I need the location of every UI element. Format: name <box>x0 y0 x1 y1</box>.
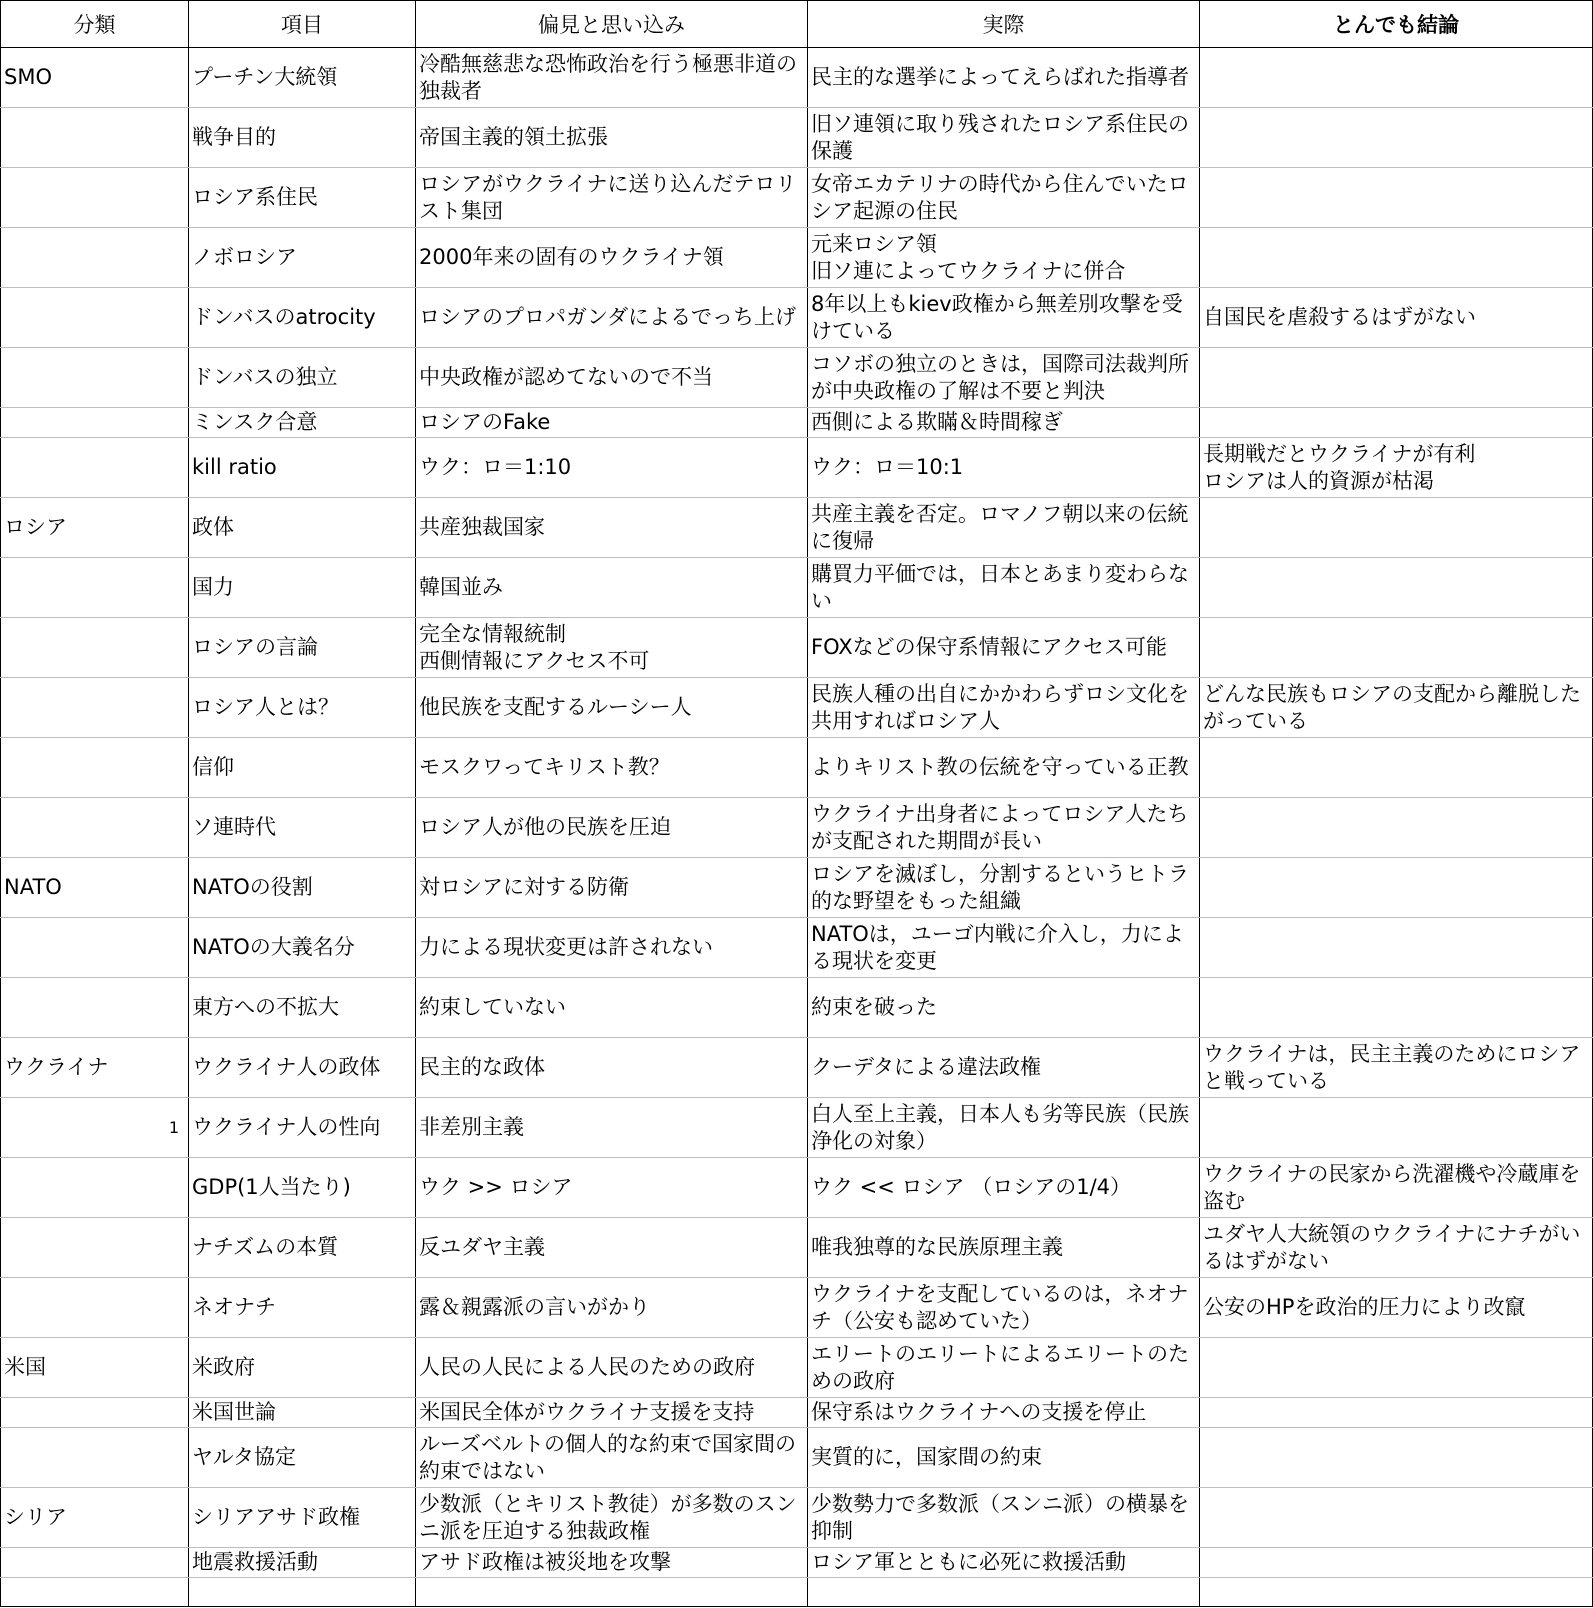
item-cell[interactable]: 東方への不拡大 <box>189 978 416 1038</box>
item-cell[interactable]: プーチン大統領 <box>189 48 416 108</box>
cell-number: 1 <box>168 1117 179 1137</box>
table-row <box>1 1398 1593 1428</box>
item-cell[interactable]: 地震救援活動 <box>189 1548 416 1578</box>
fact-cell[interactable]: 少数勢力で多数派（スンニ派）の横暴を抑制 <box>808 1488 1200 1548</box>
table-row <box>1 408 1593 438</box>
conclusion-cell[interactable] <box>1200 618 1593 678</box>
item-cell[interactable]: シリアアサド政権 <box>189 1488 416 1548</box>
conclusion-cell[interactable]: 長期戦だとウクライナが有利 ロシアは人的資源が枯渇 <box>1200 438 1593 498</box>
bias-cell[interactable]: 帝国主義的領土拡張 <box>416 108 808 168</box>
item-cell[interactable]: ウクライナ人の性向 <box>189 1098 416 1158</box>
item-cell[interactable]: 米政府 <box>189 1338 416 1398</box>
conclusion-cell[interactable] <box>1200 978 1593 1038</box>
category-cell[interactable] <box>1 1398 189 1428</box>
table-row <box>1 1488 1593 1548</box>
category-cell[interactable] <box>1 1218 189 1278</box>
fact-cell[interactable]: ウク << ロシア （ロシアの1/4） <box>808 1158 1200 1218</box>
category-cell[interactable]: NATO <box>1 858 189 918</box>
category-cell[interactable] <box>1 738 189 798</box>
empty-cell[interactable] <box>416 1578 808 1607</box>
conclusion-cell[interactable]: 自国民を虐殺するはずがない <box>1200 288 1593 348</box>
fact-cell[interactable]: ウクライナを支配しているのは，ネオナチ（公安も認めていた） <box>808 1278 1200 1338</box>
bias-cell[interactable]: アサド政権は被災地を攻撃 <box>416 1548 808 1578</box>
item-cell[interactable]: ドンバスの独立 <box>189 348 416 408</box>
category-cell[interactable] <box>1 558 189 618</box>
bias-cell[interactable]: 反ユダヤ主義 <box>416 1218 808 1278</box>
category-cell[interactable] <box>1 288 189 348</box>
fact-cell[interactable]: 白人至上主義，日本人も劣等民族（民族浄化の対象） <box>808 1098 1200 1158</box>
category-cell-wrap <box>4 1114 185 1141</box>
item-cell[interactable]: 戦争目的 <box>189 108 416 168</box>
bias-cell[interactable]: ルーズベルトの個人的な約束で国家間の約束ではない <box>416 1428 808 1488</box>
item-cell[interactable]: ドンバスのatrocity <box>189 288 416 348</box>
fact-cell[interactable]: 民族人種の出自にかかわらずロシ文化を共用すればロシア人 <box>808 678 1200 738</box>
fact-cell[interactable]: ウク：ロ＝10:1 <box>808 438 1200 498</box>
conclusion-cell[interactable] <box>1200 228 1593 288</box>
table-row <box>1 228 1593 288</box>
table-row <box>1 48 1593 108</box>
item-cell[interactable]: ノボロシア <box>189 228 416 288</box>
category-cell[interactable] <box>1 798 189 858</box>
bias-cell[interactable]: 韓国並み <box>416 558 808 618</box>
bias-cell[interactable]: モスクワってキリスト教？ <box>416 738 808 798</box>
bias-cell[interactable]: 他民族を支配するルーシー人 <box>416 678 808 738</box>
bias-cell[interactable]: 冷酷無慈悲な恐怖政治を行う極悪非道の独裁者 <box>416 48 808 108</box>
table-row <box>1 738 1593 798</box>
fact-cell[interactable]: 8年以上もkiev政権から無差別攻撃を受けている <box>808 288 1200 348</box>
fact-cell[interactable]: よりキリスト教の伝統を守っている正教 <box>808 738 1200 798</box>
fact-cell[interactable]: ウクライナ出身者によってロシア人たちが支配された期間が長い <box>808 798 1200 858</box>
table-body <box>1 48 1593 1607</box>
table-row <box>1 438 1593 498</box>
conclusion-cell[interactable] <box>1200 498 1593 558</box>
conclusion-cell[interactable]: ユダヤ人大統領のウクライナにナチがいるはずがない <box>1200 1218 1593 1278</box>
category-cell[interactable] <box>1 1098 189 1158</box>
table-row <box>1 678 1593 738</box>
category-cell[interactable] <box>1 1428 189 1488</box>
bias-cell[interactable]: 人民の人民による人民のための政府 <box>416 1338 808 1398</box>
header-conclusion[interactable]: とんでも結論 <box>1200 1 1593 48</box>
item-cell[interactable]: kill ratio <box>189 438 416 498</box>
conclusion-cell[interactable] <box>1200 108 1593 168</box>
bias-cell[interactable]: 露＆親露派の言いがかり <box>416 1278 808 1338</box>
category-cell[interactable] <box>1 228 189 288</box>
fact-cell[interactable]: 実質的に，国家間の約束 <box>808 1428 1200 1488</box>
fact-cell[interactable]: 購買力平価では，日本とあまり変わらない <box>808 558 1200 618</box>
conclusion-cell[interactable] <box>1200 168 1593 228</box>
table-row <box>1 858 1593 918</box>
table-row <box>1 1098 1593 1158</box>
fact-cell[interactable]: 西側による欺瞞＆時間稼ぎ <box>808 408 1200 438</box>
bias-cell[interactable]: 対ロシアに対する防衛 <box>416 858 808 918</box>
conclusion-cell[interactable]: どんな民族もロシアの支配から離脱したがっている <box>1200 678 1593 738</box>
conclusion-cell[interactable] <box>1200 1398 1593 1428</box>
bias-cell[interactable]: 力による現状変更は許されない <box>416 918 808 978</box>
item-cell[interactable]: 国力 <box>189 558 416 618</box>
category-cell[interactable] <box>1 408 189 438</box>
bias-cell[interactable]: ロシアのFake <box>416 408 808 438</box>
table-row <box>1 1548 1593 1578</box>
table-row <box>1 1338 1593 1398</box>
category-cell[interactable] <box>1 348 189 408</box>
fact-cell[interactable]: コソボの独立のときは，国際司法裁判所が中央政権の了解は不要と判決 <box>808 348 1200 408</box>
table-row <box>1 558 1593 618</box>
table-row <box>1 498 1593 558</box>
item-cell[interactable]: ネオナチ <box>189 1278 416 1338</box>
table-row <box>1 618 1593 678</box>
table-row <box>1 1038 1593 1098</box>
fact-cell[interactable]: 旧ソ連領に取り残されたロシア系住民の保護 <box>808 108 1200 168</box>
category-cell[interactable] <box>1 438 189 498</box>
header-item[interactable]: 項目 <box>189 1 416 48</box>
table-row <box>1 1158 1593 1218</box>
conclusion-cell[interactable] <box>1200 558 1593 618</box>
bias-cell[interactable]: 約束していない <box>416 978 808 1038</box>
table-row <box>1 108 1593 168</box>
category-cell[interactable] <box>1 168 189 228</box>
fact-cell[interactable]: FOXなどの保守系情報にアクセス可能 <box>808 618 1200 678</box>
fact-cell[interactable]: ロシア軍とともに必死に救援活動 <box>808 1548 1200 1578</box>
item-cell[interactable]: ヤルタ協定 <box>189 1428 416 1488</box>
table-row <box>1 348 1593 408</box>
conclusion-cell[interactable] <box>1200 1428 1593 1488</box>
table-row <box>1 918 1593 978</box>
item-cell[interactable]: 信仰 <box>189 738 416 798</box>
bias-cell[interactable]: 完全な情報統制 西側情報にアクセス不可 <box>416 618 808 678</box>
header-row <box>1 1 1593 48</box>
category-cell[interactable] <box>1 678 189 738</box>
empty-cell[interactable] <box>1200 1578 1593 1607</box>
empty-cell[interactable] <box>189 1578 416 1607</box>
bias-cell[interactable]: 2000年来の固有のウクライナ領 <box>416 228 808 288</box>
fact-cell[interactable]: 民主的な選挙によってえらばれた指導者 <box>808 48 1200 108</box>
conclusion-cell[interactable] <box>1200 798 1593 858</box>
fact-cell[interactable]: ロシアを滅ぼし，分割するというヒトラ的な野望をもった組織 <box>808 858 1200 918</box>
conclusion-cell[interactable]: ウクライナの民家から洗濯機や冷蔵庫を盗む <box>1200 1158 1593 1218</box>
item-cell[interactable]: ウクライナ人の政体 <box>189 1038 416 1098</box>
table-row <box>1 798 1593 858</box>
conclusion-cell[interactable] <box>1200 348 1593 408</box>
category-cell[interactable] <box>1 1158 189 1218</box>
category-cell[interactable]: SMO <box>1 48 189 108</box>
item-cell[interactable]: NATOの大義名分 <box>189 918 416 978</box>
conclusion-cell[interactable] <box>1200 408 1593 438</box>
category-cell[interactable] <box>1 918 189 978</box>
conclusion-cell[interactable]: ウクライナは，民主主義のためにロシアと戦っている <box>1200 1038 1593 1098</box>
bias-cell[interactable]: ロシアがウクライナに送り込んだテロリスト集団 <box>416 168 808 228</box>
table-row <box>1 1218 1593 1278</box>
table-row <box>1 1428 1593 1488</box>
fact-cell[interactable]: 共産主義を否定。ロマノフ朝以来の伝統に復帰 <box>808 498 1200 558</box>
fact-cell[interactable]: 元来ロシア領 旧ソ連によってウクライナに併合 <box>808 228 1200 288</box>
item-cell[interactable]: ミンスク合意 <box>189 408 416 438</box>
bias-cell[interactable]: 共産独裁国家 <box>416 498 808 558</box>
table-row <box>1 168 1593 228</box>
fact-cell[interactable]: クーデタによる違法政権 <box>808 1038 1200 1098</box>
fact-cell[interactable]: 約束を破った <box>808 978 1200 1038</box>
table-row <box>1 1278 1593 1338</box>
bias-cell[interactable]: ウク：ロ＝1:10 <box>416 438 808 498</box>
category-cell[interactable] <box>1 1278 189 1338</box>
empty-cell[interactable] <box>808 1578 1200 1607</box>
item-cell[interactable]: ロシア人とは？ <box>189 678 416 738</box>
conclusion-cell[interactable] <box>1200 918 1593 978</box>
category-cell[interactable] <box>1 1548 189 1578</box>
header-category[interactable]: 分類 <box>1 1 189 48</box>
conclusion-cell[interactable] <box>1200 738 1593 798</box>
conclusion-cell[interactable] <box>1200 1338 1593 1398</box>
fact-cell[interactable]: 保守系はウクライナへの支援を停止 <box>808 1398 1200 1428</box>
category-cell[interactable]: ロシア <box>1 498 189 558</box>
category-cell[interactable] <box>1 618 189 678</box>
item-cell[interactable]: ロシアの言論 <box>189 618 416 678</box>
bias-cell[interactable]: ロシア人が他の民族を圧迫 <box>416 798 808 858</box>
fact-cell[interactable]: 女帝エカテリナの時代から住んでいたロシア起源の住民 <box>808 168 1200 228</box>
table-row <box>1 288 1593 348</box>
item-cell[interactable]: 米国世論 <box>189 1398 416 1428</box>
empty-row <box>1 1578 1593 1607</box>
conclusion-cell[interactable] <box>1200 858 1593 918</box>
item-cell[interactable]: 政体 <box>189 498 416 558</box>
item-cell[interactable]: ナチズムの本質 <box>189 1218 416 1278</box>
item-cell[interactable]: ロシア系住民 <box>189 168 416 228</box>
category-cell[interactable] <box>1 108 189 168</box>
bias-cell[interactable]: 中央政権が認めてないので不当 <box>416 348 808 408</box>
empty-cell[interactable] <box>1 1578 189 1607</box>
item-cell[interactable]: GDP(1人当たり) <box>189 1158 416 1218</box>
item-cell[interactable]: ソ連時代 <box>189 798 416 858</box>
bias-cell[interactable]: 民主的な政体 <box>416 1038 808 1098</box>
bias-cell[interactable]: ロシアのプロパガンダによるでっち上げ <box>416 288 808 348</box>
bias-cell[interactable]: ウク >> ロシア <box>416 1158 808 1218</box>
conclusion-cell[interactable] <box>1200 1548 1593 1578</box>
conclusion-cell[interactable] <box>1200 1098 1593 1158</box>
table-row <box>1 978 1593 1038</box>
conclusion-cell[interactable]: 公安のHPを政治的圧力により改竄 <box>1200 1278 1593 1338</box>
header-fact[interactable]: 実際 <box>808 1 1200 48</box>
fact-cell[interactable]: 唯我独尊的な民族原理主義 <box>808 1218 1200 1278</box>
conclusion-cell[interactable] <box>1200 48 1593 108</box>
item-cell[interactable]: NATOの役割 <box>189 858 416 918</box>
bias-cell[interactable]: 米国民全体がウクライナ支援を支持 <box>416 1398 808 1428</box>
category-cell[interactable]: 米国 <box>1 1338 189 1398</box>
bias-cell[interactable]: 少数派（とキリスト教徒）が多数のスンニ派を圧迫する独裁政権 <box>416 1488 808 1548</box>
conclusion-cell[interactable] <box>1200 1488 1593 1548</box>
bias-cell[interactable]: 非差別主義 <box>416 1098 808 1158</box>
category-cell[interactable]: ウクライナ <box>1 1038 189 1098</box>
fact-cell[interactable]: NATOは，ユーゴ内戦に介入し，力による現状を変更 <box>808 918 1200 978</box>
header-bias[interactable]: 偏見と思い込み <box>416 1 808 48</box>
category-cell[interactable]: シリア <box>1 1488 189 1548</box>
category-cell[interactable] <box>1 978 189 1038</box>
fact-cell[interactable]: エリートのエリートによるエリートのための政府 <box>808 1338 1200 1398</box>
